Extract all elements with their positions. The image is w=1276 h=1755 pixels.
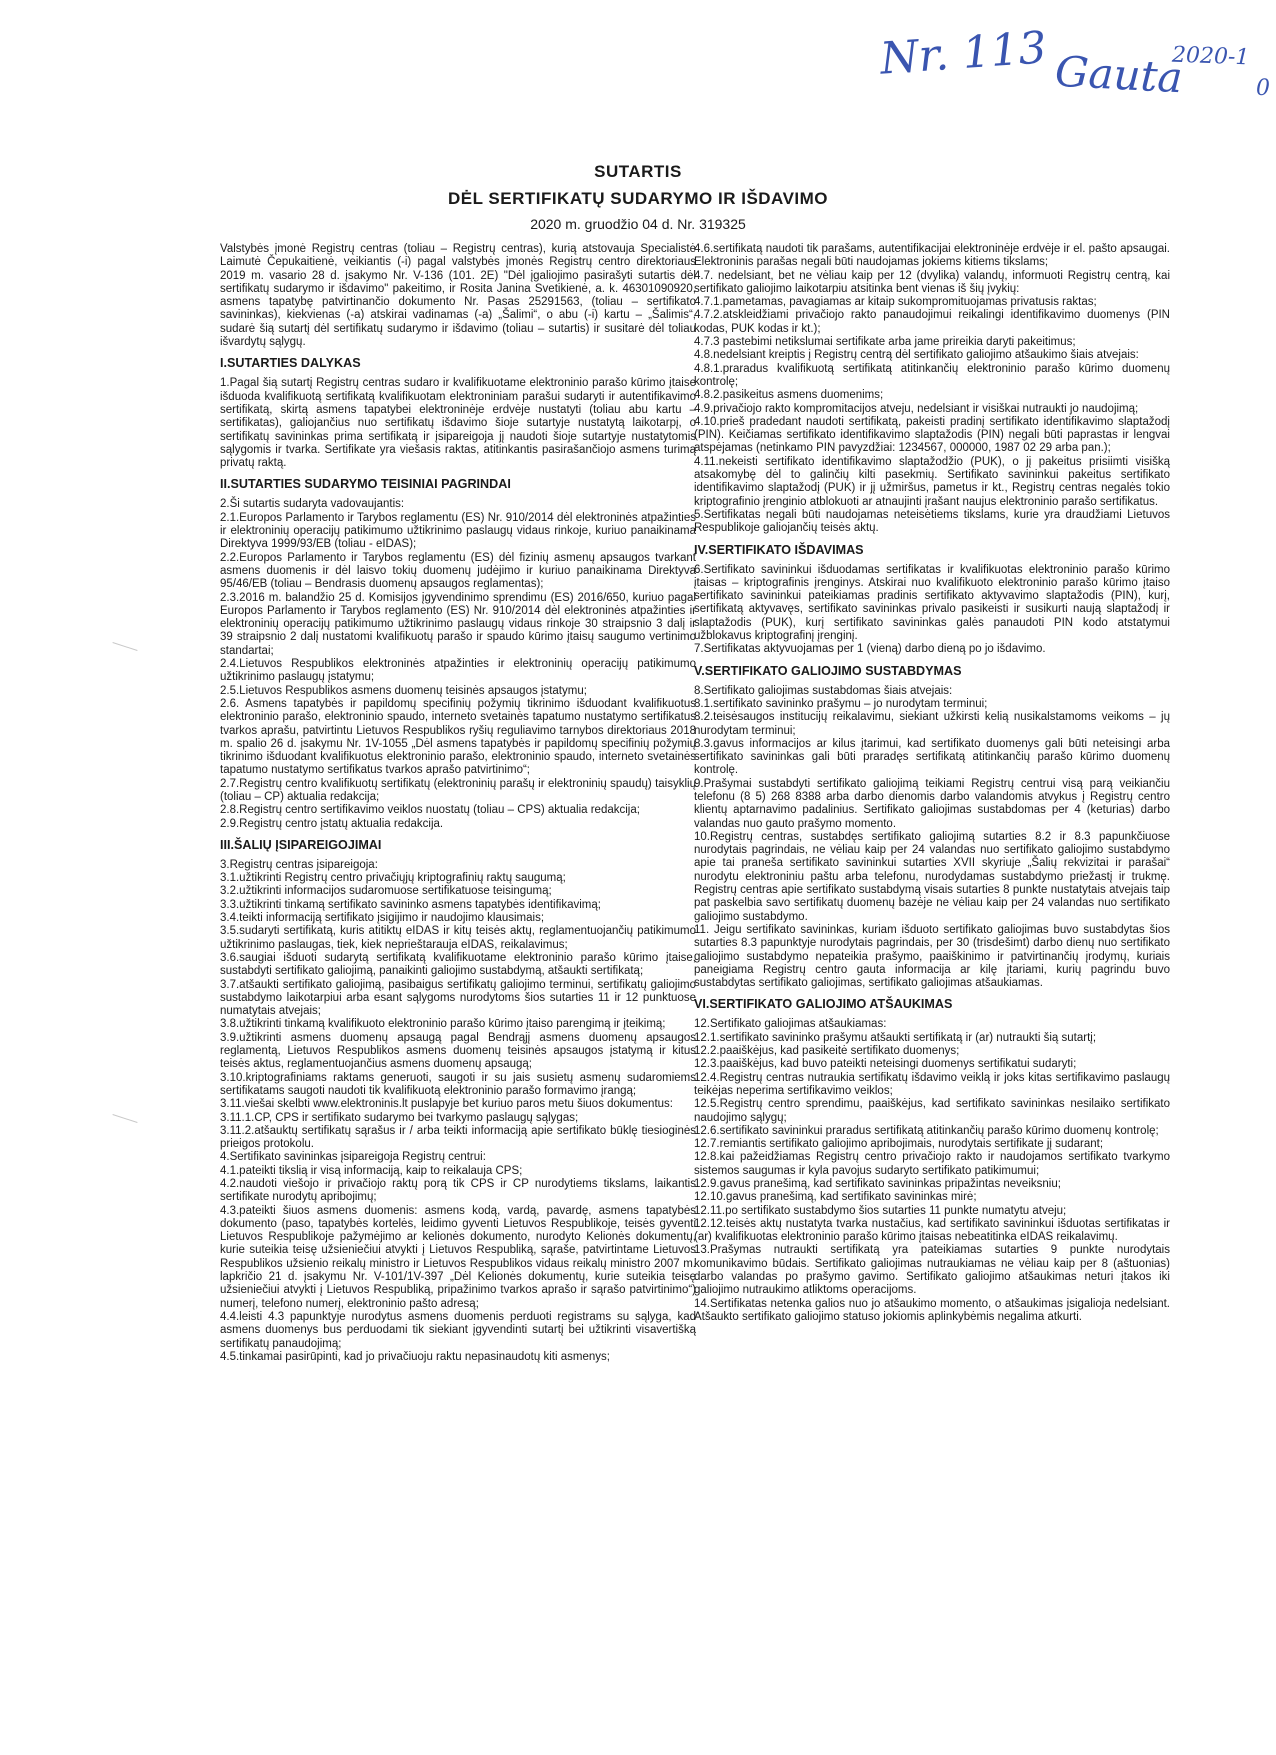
section-heading-iv-sertifikato-isdavimas: IV.SERTIFIKATO IŠDAVIMAS xyxy=(694,542,864,557)
paragraph: 12.7.remiantis sertifikato galiojimo apribojimais, nurodytais sertifikate jį sudarant; xyxy=(694,1138,1104,1151)
paragraph: 4.6.sertifikatą naudoti tik parašams, autentifikacijai elektroninėje erdvėje ir el. pašto apsaugai. Elektroninis parašas negali būti naudojamas jokiems kitiems tikslams; xyxy=(694,243,1170,269)
paragraph: 3.9.užtikrinti asmens duomenų apsaugą pagal Bendrąjį asmens duomenų apsaugos reglamentą, Lietuvos Respublikos asmens duomenų teisinės apsaugos įstatymą ir kitus teisės aktus, reglamentuojančius asmens duomenų apsaugą; xyxy=(220,1031,696,1071)
paragraph: 4.7.3 pastebimi netikslumai sertifikate arba jame prireikia daryti pakeitimus; xyxy=(694,336,1076,349)
paragraph: 3.4.teikti informaciją sertifikato įsigijimo ir naudojimo klausimais; xyxy=(220,912,545,925)
paragraph: 2.6. Asmens tapatybės ir papildomų specifinių požymių tikrinimo išduodant kvalifikuotus elektroninio parašo, elektroninio spaudo, interneto svetainės tapatumo nustatymo sertifikatus tvarkos aprašu, patvirtintu Lietuvos Respublikos ryšių reguliavimo tarnybos direktoriaus 2018 m. spalio 26 d. įsakymu Nr. 1V-1055 „Dėl asmens tapatybės ir papildomų specifinių požymių tikrinimo išduodant kvalifikuotus elektroninio parašo, elektroninio spaudo, interneto svetainės tapatumo nustatymo sertifikatus tvarkos aprašo patvirtinimo“; xyxy=(220,697,696,777)
paragraph: 12.11.po sertifikato sustabdymo šios sutarties 11 punkte numatytu atveju; xyxy=(694,1204,1067,1217)
paragraph: 12.Sertifikato galiojimas atšaukiamas: xyxy=(694,1018,887,1031)
paragraph: 8.2.teisėsaugos institucijų reikalavimu, siekiant užkirsti kelią nusikalstamoms veikoms – jų nurodytam terminui; xyxy=(694,711,1170,737)
paragraph: 4.9.privačiojo rakto kompromitacijos atveju, nedelsiant ir visiškai nutraukti jo naudojimą; xyxy=(694,402,1139,415)
paragraph: 2.4.Lietuvos Respublikos elektroninės atpažinties ir elektroninių operacijų patikimumo užtikrinimo paslaugų įstatymu; xyxy=(220,658,696,684)
paragraph: 2.1.Europos Parlamento ir Tarybos reglamentu (ES) Nr. 910/2014 dėl elektroninės atpažinties ir elektroninių operacijų patikimumo užtikrinimo paslaugų vidaus rinkoje, kuriuo panaikinama Direktyva 1999/93/EB (toliau - eIDAS); xyxy=(220,511,696,551)
paragraph: 3.2.užtikrinti informacijos sudaromuose sertifikatuose teisingumą; xyxy=(220,885,552,898)
document-title: SUTARTIS xyxy=(594,162,682,181)
paragraph: 2.Ši sutartis sudaryta vadovaujantis: xyxy=(220,498,405,511)
paragraph: 3.7.atšaukti sertifikato galiojimą, pasibaigus sertifikatų galiojimo terminui, sertifikatų galiojimo sustabdymo laikotarpiui arba esant sąlygoms nurodytoms šios sutarties 11 ir 12 punktuose numatytais atvejais; xyxy=(220,978,696,1018)
paragraph: 3.11.1.CP, CPS ir sertifikato sudarymo bei tvarkymo paslaugų sąlygas; xyxy=(220,1111,579,1124)
paragraph: 8.1.sertifikato savininko prašymu – jo nurodytam terminui; xyxy=(694,697,988,710)
paragraph: 12.10.gavus pranešimą, kad sertifikato savininkas mirė; xyxy=(694,1191,977,1204)
scan-fold-mark xyxy=(112,1114,137,1123)
paragraph: 3.10.kriptografiniams raktams generuoti, saugoti ir su jais susietų asmenų sudaromiems sertifikatams saugoti naudoti tik kvalifikuotą elektroninio parašo formavimo įrangą; xyxy=(220,1071,696,1097)
document-date-number: 2020 m. gruodžio 04 d. Nr. 319325 xyxy=(530,216,746,232)
paragraph: 4.2.naudoti viešojo ir privačiojo raktų porą tik CPS ir CP nurodytiems tikslams, laikantis sertifikate nurodytų apribojimų; xyxy=(220,1178,696,1204)
paragraph: 4.4.leisti 4.3 papunktyje nurodytus asmens duomenis perduoti registrams su sąlyga, kad asmens duomenys bus perduodami tik siekiant įgyvendinti sutartį bei užtikrinti visavertišką sertifikatų panaudojimą; xyxy=(220,1310,696,1350)
paragraph: 4.3.pateikti šiuos asmens duomenis: asmens kodą, vardą, pavardę, asmens tapatybės dokumento (paso, tapatybės kortelės, leidimo gyventi Lietuvos Respublikoje, teisės gyventi Lietuvos Respublikoje pažymėjimo ar kelionės dokumento, nurodyto Kelionės dokumentų, kurie suteikia teisę užsieniečiui atvykti į Lietuvos Respubliką, sąraše, patvirtintame Lietuvos Respublikos užsienio reikalų ministro ir Lietuvos Respublikos vidaus reikalų ministro 2007 m. lapkričio 21 d. įsakymu Nr. V-101/1V-397 „Dėl Kelionės dokumentų, kurie suteikia teisę užsieniečiui atvykti į Lietuvos Respubliką, pripažinimo tvarkos aprašo ir sąrašo patvirtinimo“) numerį, telefono numerį, elektroninio pašto adresą; xyxy=(220,1204,696,1310)
paragraph: 4.7.1.pametamas, pavagiamas ar kitaip sukompromituojamas privatusis raktas; xyxy=(694,296,1097,309)
paragraph: 14.Sertifikatas netenka galios nuo jo atšaukimo momento, o atšaukimas įsigalioja nedelsiant. Atšaukto sertifikato galiojimo statuso jokiomis aplinkybėmis negalima atkurti. xyxy=(694,1297,1170,1323)
document-subtitle: DĖL SERTIFIKATŲ SUDARYMO IR IŠDAVIMO xyxy=(447,189,829,208)
paragraph: 12.12.teisės aktų nustatyta tvarka nustačius, kad sertifikato savininkui išduotas sertifikatas ir (ar) kvalifikuotas elektroninio parašo kūrimo įtaisas nebeatitinka eIDAS reikalavimų. xyxy=(694,1217,1170,1244)
paragraph: 3.11.viešai skelbti www.elektroninis.lt puslapyje bet kuriuo paros metu šiuos dokumentus: xyxy=(220,1098,673,1111)
paragraph: 2.7.Registrų centro kvalifikuotų sertifikatų (elektroninių parašų ir elektroninių spaudų) taisyklių (toliau – CP) aktualia redakcija; xyxy=(220,777,696,803)
paragraph: 6.Sertifikato savininkui išduodamas sertifikatas ir kvalifikuotas elektroninio parašo kūrimo įtaisas – kriptografinis įrenginys. Atskirai nuo kvalifikuoto elektroninio parašo kūrimo įtaiso sertifikato savininkui pateikiamas pradinis sertifikato aktyvavimo slaptažodis (PIN), kurį, sertifikatą aktyvavęs, sertifikato savininkas privalo pasikeisti ir susikurti naują slaptažodį ir slaptažodis (PUK), kurį sertifikato savininkas galės panaudoti PIN kodo atstatymui užblokavus kriptografinį įrenginį. xyxy=(694,563,1170,643)
paragraph: 9.Prašymai sustabdyti sertifikato galiojimą teikiami Registrų centrui visą parą veikiančiu telefonu (8 5) 268 8388 arba darbo dienomis darbo valandomis atvykus į Registrų centro klientų aptarnavimo padalinius. Sertifikato galiojimas sustabdomas per 4 (keturias) darbo valandas nuo gauto prašymo momento. xyxy=(694,777,1170,830)
left-text-column xyxy=(220,243,696,1364)
paragraph: 3.5.sudaryti sertifikatą, kuris atitiktų eIDAS ir kitų teisės aktų, reglamentuojančių patikimumo užtikrinimo paslaugas, tiek, kiek neprieštarauja eIDAS, reikalavimus; xyxy=(220,925,696,951)
section-heading-v-sertifikato-galiojimo-sustabdymas: V.SERTIFIKATO GALIOJIMO SUSTABDYMAS xyxy=(694,663,962,678)
paragraph: Valstybės įmonė Registrų centras (toliau – Registrų centras), kurią atstovauja Specialistė Laimutė Čepukaitienė, veikiantis (-i) pagal valstybės įmonės Registrų centro direktoriaus 2019 m. vasario 28 d. įsakymo Nr. V-136 (101. 2E) "Dėl įgaliojimo pasirašyti sutartis dėl sertifikatų sudarymo ir išdavimo" pakeitimo, ir Rosita Janina Svetikienė, a. k. 46301090920, asmens tapatybę patvirtinančio dokumento Nr. Pasas 25291563, (toliau – sertifikato savininkas), kiekvienas (-a) atskirai vadinamas (-a) „Šalimi“, o abu (-i) kartu – „Šalimis“, sudarė šią sutartį dėl sertifikatų sudarymo ir išdavimo (toliau – sutartis) ir susitarė dėl toliau išvardytų sąlygų. xyxy=(220,243,696,349)
paragraph: 8.3.gavus informacijos ar kilus įtarimui, kad sertifikato duomenys gali būti neteisingi arba sertifikato savininkas gali būti praradęs sertifikatą atitinkančių parašo kūrimo duomenų kontrolę. xyxy=(694,737,1170,777)
paragraph: 4.5.tinkamai pasirūpinti, kad jo privačiuoju raktu nepasinaudotų kiti asmenys; xyxy=(220,1350,610,1363)
section-heading-vi-sertifikato-galiojimo-atsaukimas: VI.SERTIFIKATO GALIOJIMO ATŠAUKIMAS xyxy=(694,997,953,1012)
handwritten-registration-number: Nr. 113 xyxy=(878,22,1049,85)
right-text-column xyxy=(694,243,1170,1324)
section-heading-i-sutarties-dalykas: I.SUTARTIES DALYKAS xyxy=(220,356,361,371)
paragraph: 5.Sertifikatas negali būti naudojamas neteisėtiems tikslams, kurie yra draudžiami Lietuvos Respublikoje galiojančių teisės aktų. xyxy=(694,508,1170,535)
paragraph: 4.7.2.atskleidžiami privačiojo rakto panaudojimui reikalingi identifikavimo duomenys (PIN kodas, PUK kodas ir kt.); xyxy=(694,309,1170,335)
paragraph: 11. Jeigu sertifikato savininkas, kuriam išduoto sertifikato galiojimas buvo sustabdytas šios sutarties 8.3 papunktyje nurodytais pagrindais, per 30 (trisdešimt) darbo dienų nuo sertifikato galiojimo sustabdymo nepateikia prašymo, paaiškinimo ir patvirtinančių įrodymų, kuriais paneigiama Registrų centro gauta informacija ar kilę įtariami, kurių pagrindu buvo sustabdytas sertifikato galiojimas, sertifikato galiojimas atšaukiamas. xyxy=(694,923,1170,990)
paragraph: 3.6.saugiai išduoti sudarytą sertifikatą kvalifikuotame elektroninio parašo kūrimo įtaise, sustabdyti sertifikato galiojimą, panaikinti galiojimo sustabdymą, atšaukti sertifikatą; xyxy=(220,951,696,978)
paragraph: 12.6.sertifikato savininkui praradus sertifikatą atitinkančių parašo kūrimo duomenų kontrolę; xyxy=(694,1124,1159,1137)
paragraph: 4.8.2.pasikeitus asmens duomenims; xyxy=(694,389,884,402)
paragraph: 12.9.gavus pranešimą, kad sertifikato savininkas pripažintas neveiksniu; xyxy=(694,1178,1061,1190)
handwritten-received-date: 2020-1 xyxy=(1171,42,1250,71)
paragraph: 2.9.Registrų centro įstatų aktualia redakcija. xyxy=(220,817,444,830)
paragraph: 4.1.pateikti tikslią ir visą informaciją, kaip to reikalauja CPS; xyxy=(220,1164,523,1177)
section-heading-ii-sutarties-sudarymo-teisiniai-pagrindai: II.SUTARTIES SUDARYMO TEISINIAI PAGRINDAI xyxy=(220,477,511,492)
paragraph: 12.4.Registrų centras nutraukia sertifikatų išdavimo veiklą ir joks kitas sertifikavimo paslaugų teikėjas neperima sertifikavimo veiklos; xyxy=(694,1071,1170,1097)
paragraph: 10.Registrų centras, sustabdęs sertifikato galiojimą sutarties 8.2 ir 8.3 papunkčiuose nurodytais pagrindais, ne vėliau kaip per 24 valandas nuo sertifikato galiojimo sustabdymo apie tai praneša sertifikato savininkui sutarties XVII skyriuje „Šalių rekvizitai ir parašai“ nurodytu elektroniniu paštu arba telefonu, nurodydamas sustabdymo priežastį ir trukmę. Registrų centras apie sertifikato sustabdymą visais sutarties 8 punkte nustatytais atvejais taip pat paskelbia savo sertifikatų duomenų bazėje ne vėliau kaip per 24 valandas nuo sertifikato galiojimo sustabdymo. xyxy=(694,830,1170,923)
paragraph: 3.11.2.atšauktų sertifikatų sąrašus ir / arba teikti informaciją apie sertifikato būklę tiesioginės prieigos protokolu. xyxy=(220,1124,696,1151)
paragraph: 3.8.užtikrinti tinkamą kvalifikuoto elektroninio parašo kūrimo įtaiso parengimą ir įteikimą; xyxy=(220,1018,666,1031)
paragraph: 12.8.kai pažeidžiamas Registrų centro privačiojo rakto ir naudojamos sertifikato tvarkymo sistemos saugumas ir kyla pavojus sudaryto sertifikato patikimumui; xyxy=(694,1151,1170,1177)
paragraph: 4.8.1.praradus kvalifikuotą sertifikatą atitinkančių elektroninio parašo kūrimo duomenų kontrolę; xyxy=(694,362,1170,388)
paragraph: 2.3.2016 m. balandžio 25 d. Komisijos įgyvendinimo sprendimu (ES) 2016/650, kuriuo pagal Europos Parlamento ir Tarybos reglamento (ES) Nr. 910/2014 dėl elektroninės atpažinties ir elektroninių operacijų patikimumo užtikrinimo paslaugų vidaus rinkoje 30 straipsnio 3 dalį ir 39 straipsnio 2 dalį nustatomi kvalifikuotų parašo ir spaudo kūrimo įtaisų saugumo vertinimo standartai; xyxy=(220,591,696,657)
paragraph: 2.2.Europos Parlamento ir Tarybos reglamentu (ES) dėl fizinių asmenų apsaugos tvarkant asmens duomenis ir dėl laisvo tokių duomenų judėjimo ir kuriuo panaikinama Direktyva 95/46/EB (toliau – Bendrasis duomenų apsaugos reglamentas); xyxy=(220,551,696,591)
scan-fold-mark xyxy=(112,642,137,651)
paragraph: 12.5.Registrų centro sprendimu, paaiškėjus, kad sertifikato savininkas nesilaiko sertifikato naudojimo sąlygų; xyxy=(694,1098,1170,1124)
paragraph: 4.11.nekeisti sertifikato identifikavimo slaptažodžio (PUK), o jį pakeitus prisiimti visišką atsakomybę dėl to galinčių kilti pasekmių. Sertifikato savininkui pakeitus sertifikato identifikavimo slaptažodį (PUK) ir jį užmiršus, pametus ir kt., Registrų centras negalės tokio kriptografinio įrenginio atblokuoti ar atnaujinti įrašant naujus elektroninio parašo sertifikatus. xyxy=(694,455,1170,508)
paragraph: 12.3.paaiškėjus, kad buvo pateikti neteisingi duomenys sertifikatui sudaryti; xyxy=(694,1058,1077,1071)
paragraph: 13.Prašymas nutraukti sertifikatą yra pateikiamas sutarties 9 punkte nurodytais komunikavimo būdais. Sertifikato galiojimas nutraukiamas ne vėliau kaip per 8 (aštuonias) darbo valandas po prašymo gavimo. Sertifikato galiojimo atšaukimas neturi įtakos iki galiojimo nutraukimo atliktoms operacijoms. xyxy=(694,1244,1170,1297)
paragraph: 12.1.sertifikato savininko prašymu atšaukti sertifikatą ir (ar) nutraukti šią sutartį; xyxy=(694,1031,1097,1044)
paragraph: 2.8.Registrų centro sertifikavimo veiklos nuostatų (toliau – CPS) aktualia redakcija; xyxy=(220,804,640,817)
handwritten-received-note: Gauta xyxy=(1053,46,1184,103)
paragraph: 12.2.paaiškėjus, kad pasikeitė sertifikato duomenys; xyxy=(694,1045,960,1058)
paragraph: 2.5.Lietuvos Respublikos asmens duomenų teisinės apsaugos įstatymu; xyxy=(220,684,587,697)
section-heading-iii-saliu-isipareigojimai: III.ŠALIŲ ĮSIPAREIGOJIMAI xyxy=(220,837,382,852)
paragraph: 7.Sertifikatas aktyvuojamas per 1 (vieną) darbo dieną po jo išdavimo. xyxy=(694,643,1046,656)
paragraph: 4.7. nedelsiant, bet ne vėliau kaip per 12 (dvylika) valandų, informuoti Registrų centrą, kai sertifikato galiojimo laikotarpiu atsitinka bent vienas iš šių įvykių: xyxy=(694,269,1170,295)
paragraph: 4.10.prieš pradedant naudoti sertifikatą, pakeisti pradinį sertifikato identifikavimo slaptažodį (PIN). Keičiamas sertifikato identifikavimo slaptažodis (PIN) negali būti paprastas ir lengvai atspėjamas (netinkamo PIN pavyzdžiai: 1234567, 000000, 1987 02 29 arba pan.); xyxy=(694,415,1170,455)
handwritten-received-date-cont: 0 xyxy=(1256,76,1270,101)
paragraph: 4.8.nedelsiant kreiptis į Registrų centrą dėl sertifikato galiojimo atšaukimo šiais atvejais: xyxy=(694,349,1139,362)
paragraph: 3.Registrų centras įsipareigoja: xyxy=(220,858,378,871)
paragraph: 3.3.užtikrinti tinkamą sertifikato savininko asmens tapatybės identifikavimą; xyxy=(220,898,601,911)
paragraph: 3.1.užtikrinti Registrų centro privačiųjų kriptografinių raktų saugumą; xyxy=(220,872,566,885)
paragraph: 8.Sertifikato galiojimas sustabdomas šiais atvejais: xyxy=(694,684,953,697)
paragraph: 1.Pagal šią sutartį Registrų centras sudaro ir kvalifikuotame elektroninio parašo kūrimo įtaise išduoda kvalifikuotą sertifikatą kvalifikuotam elektroniniam parašui sudaryti ir autentifikavimo sertifikatą, skirtą asmens tapatybei elektroninėje erdvėje nustatyti (toliau abu kartu – sertifikatas), galiojančius nuo sertifikatų išdavimo šioje sutartyje nustatytą laikotarpį, o sertifikatų savininkas prima sertifikatą ir įsipareigoja jį naudoti šioje sutartyje nustatytomis sąlygomis ir tvarka. Sertifikate yra viešasis raktas, atitinkantis pasirašančiojo asmens turimą privatų raktą. xyxy=(220,377,696,470)
paragraph: 4.Sertifikato savininkas įsipareigoja Registrų centrui: xyxy=(220,1151,486,1164)
